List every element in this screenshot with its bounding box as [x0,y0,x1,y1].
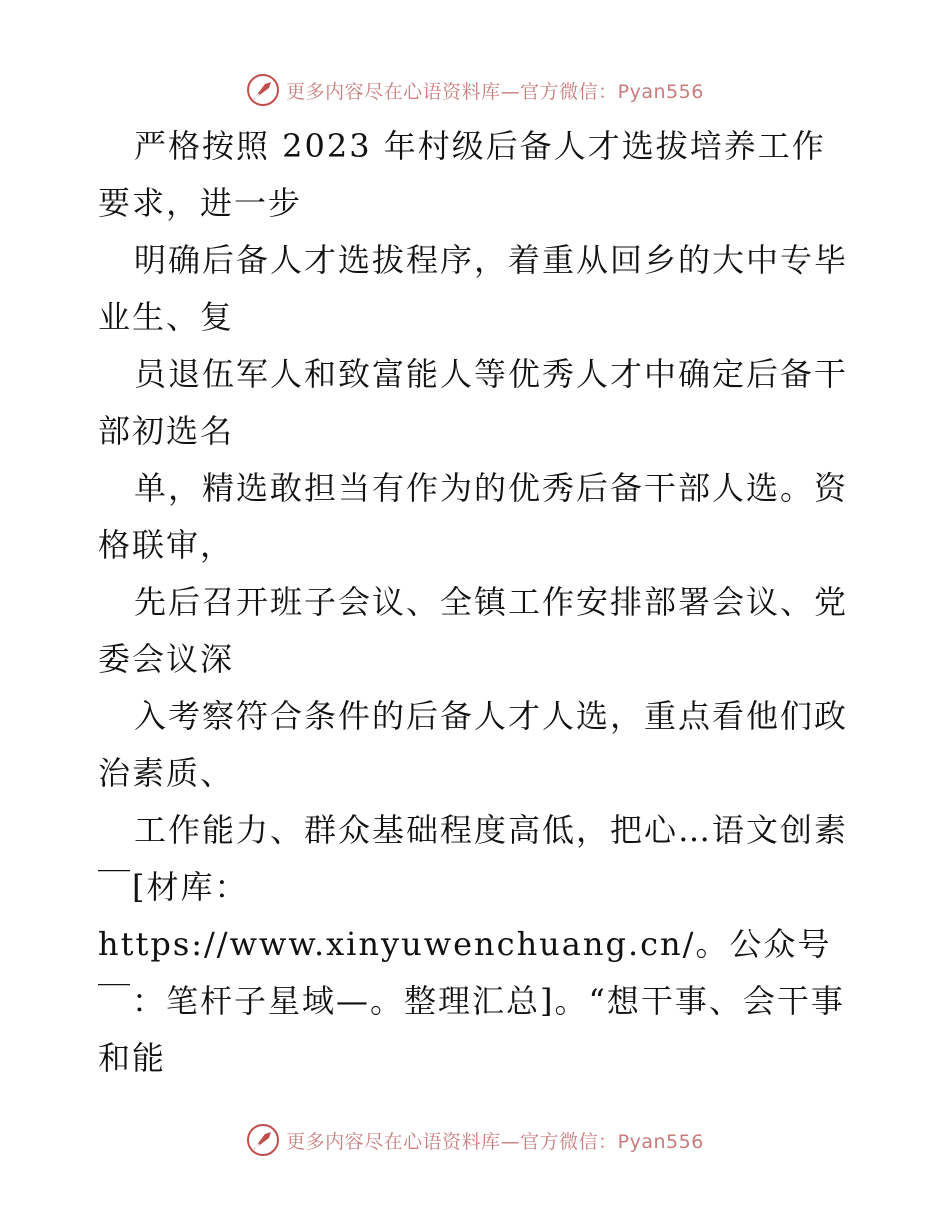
pen-nib-logo-icon [246,73,280,107]
footer-banner-text: 更多内容尽在心语资料库—官方微信：Pyan556 [286,1130,704,1153]
footer-banner [0,1120,950,1160]
paragraph: 单，精选敢担当有作为的优秀后备干部人选。资格联审， [98,469,849,564]
header-banner-text: 更多内容尽在心语资料库—官方微信：Pyan556 [286,80,704,103]
paragraph: 员退伍军人和致富能人等优秀人才中确定后备干部初选名 [98,355,849,450]
paragraph: 明确后备人才选拔程序，着重从回乡的大中专毕业生、复 [98,241,849,336]
paragraph: 严格按照 2023 年村级后备人才选拔培养工作要求，进一步 [98,127,826,222]
paragraph: 入考察符合条件的后备人才人选，重点看他们政治素质、 [98,697,849,792]
pen-nib-logo-icon [246,1123,280,1157]
header-banner [0,70,950,110]
paragraph: 工作能力、群众基础程度高低，把心…语文创素￣[材库：https://www.xinyuwenchuang.cn/。公众号￣：笔杆子星域—。整理汇总]。“想干事、会干事和能 [98,811,849,1077]
paragraph: 先后召开班子会议、全镇工作安排部署会议、党委会议深 [98,583,849,678]
document-body [98,118,858,1087]
